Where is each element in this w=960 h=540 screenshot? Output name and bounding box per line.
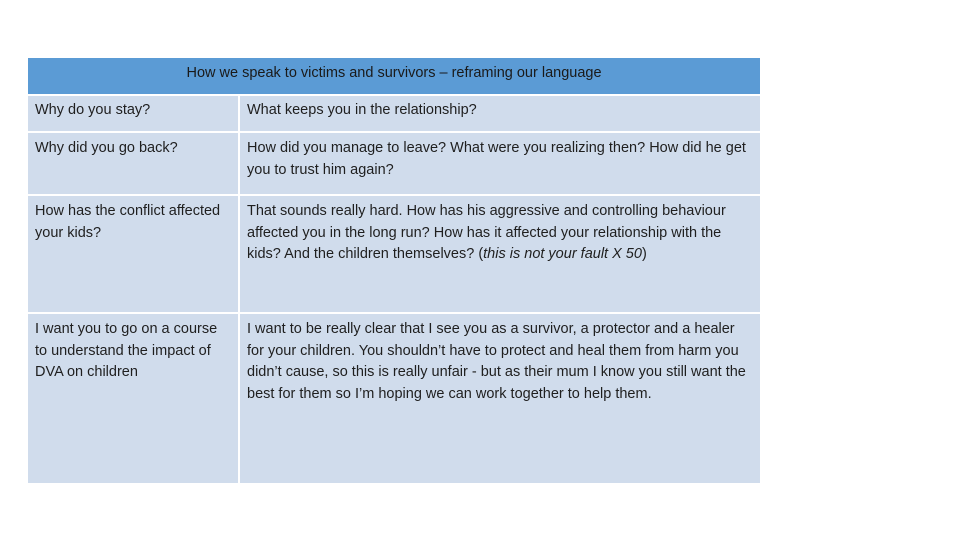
table-row bbox=[27, 132, 761, 195]
table-header-row bbox=[27, 57, 761, 95]
reframed-phrase-cell bbox=[239, 195, 761, 313]
table-row bbox=[27, 195, 761, 313]
reframed-phrase-cell: I want to be really clear that I see you as a survivor, a protector and a healer for your children. You shouldn’t have to protect and heal them from harm you didn’t cause, so this is really unfair - but as their mum I know you still want the best for them so I’m hoping we can work together to help them. bbox=[239, 313, 761, 484]
table-row bbox=[27, 95, 761, 132]
table-header: How we speak to victims and survivors – reframing our language bbox=[27, 57, 761, 95]
table-row bbox=[27, 313, 761, 484]
reframed-italic-note: this is not your fault X 50 bbox=[483, 246, 642, 262]
old-phrase-cell: How has the conflict affected your kids? bbox=[27, 195, 239, 313]
old-phrase-cell: I want you to go on a course to understand the impact of DVA on children bbox=[27, 313, 239, 484]
reframed-text-end: ) bbox=[641, 246, 647, 262]
old-phrase-cell: Why do you stay? bbox=[27, 95, 239, 132]
old-phrase-cell: Why did you go back? bbox=[27, 132, 239, 195]
reframed-phrase-cell: What keeps you in the relationship? bbox=[239, 95, 761, 132]
reframed-text: That sounds really hard. How has his aggressive and controlling behaviour affected you in the long run? How has it affected your relationship with the kids? And the children themselves? ( bbox=[247, 203, 726, 262]
language-reframing-table bbox=[26, 56, 762, 485]
reframed-phrase-cell: How did you manage to leave? What were you realizing then? How did he get you to trust him again? bbox=[239, 132, 761, 195]
